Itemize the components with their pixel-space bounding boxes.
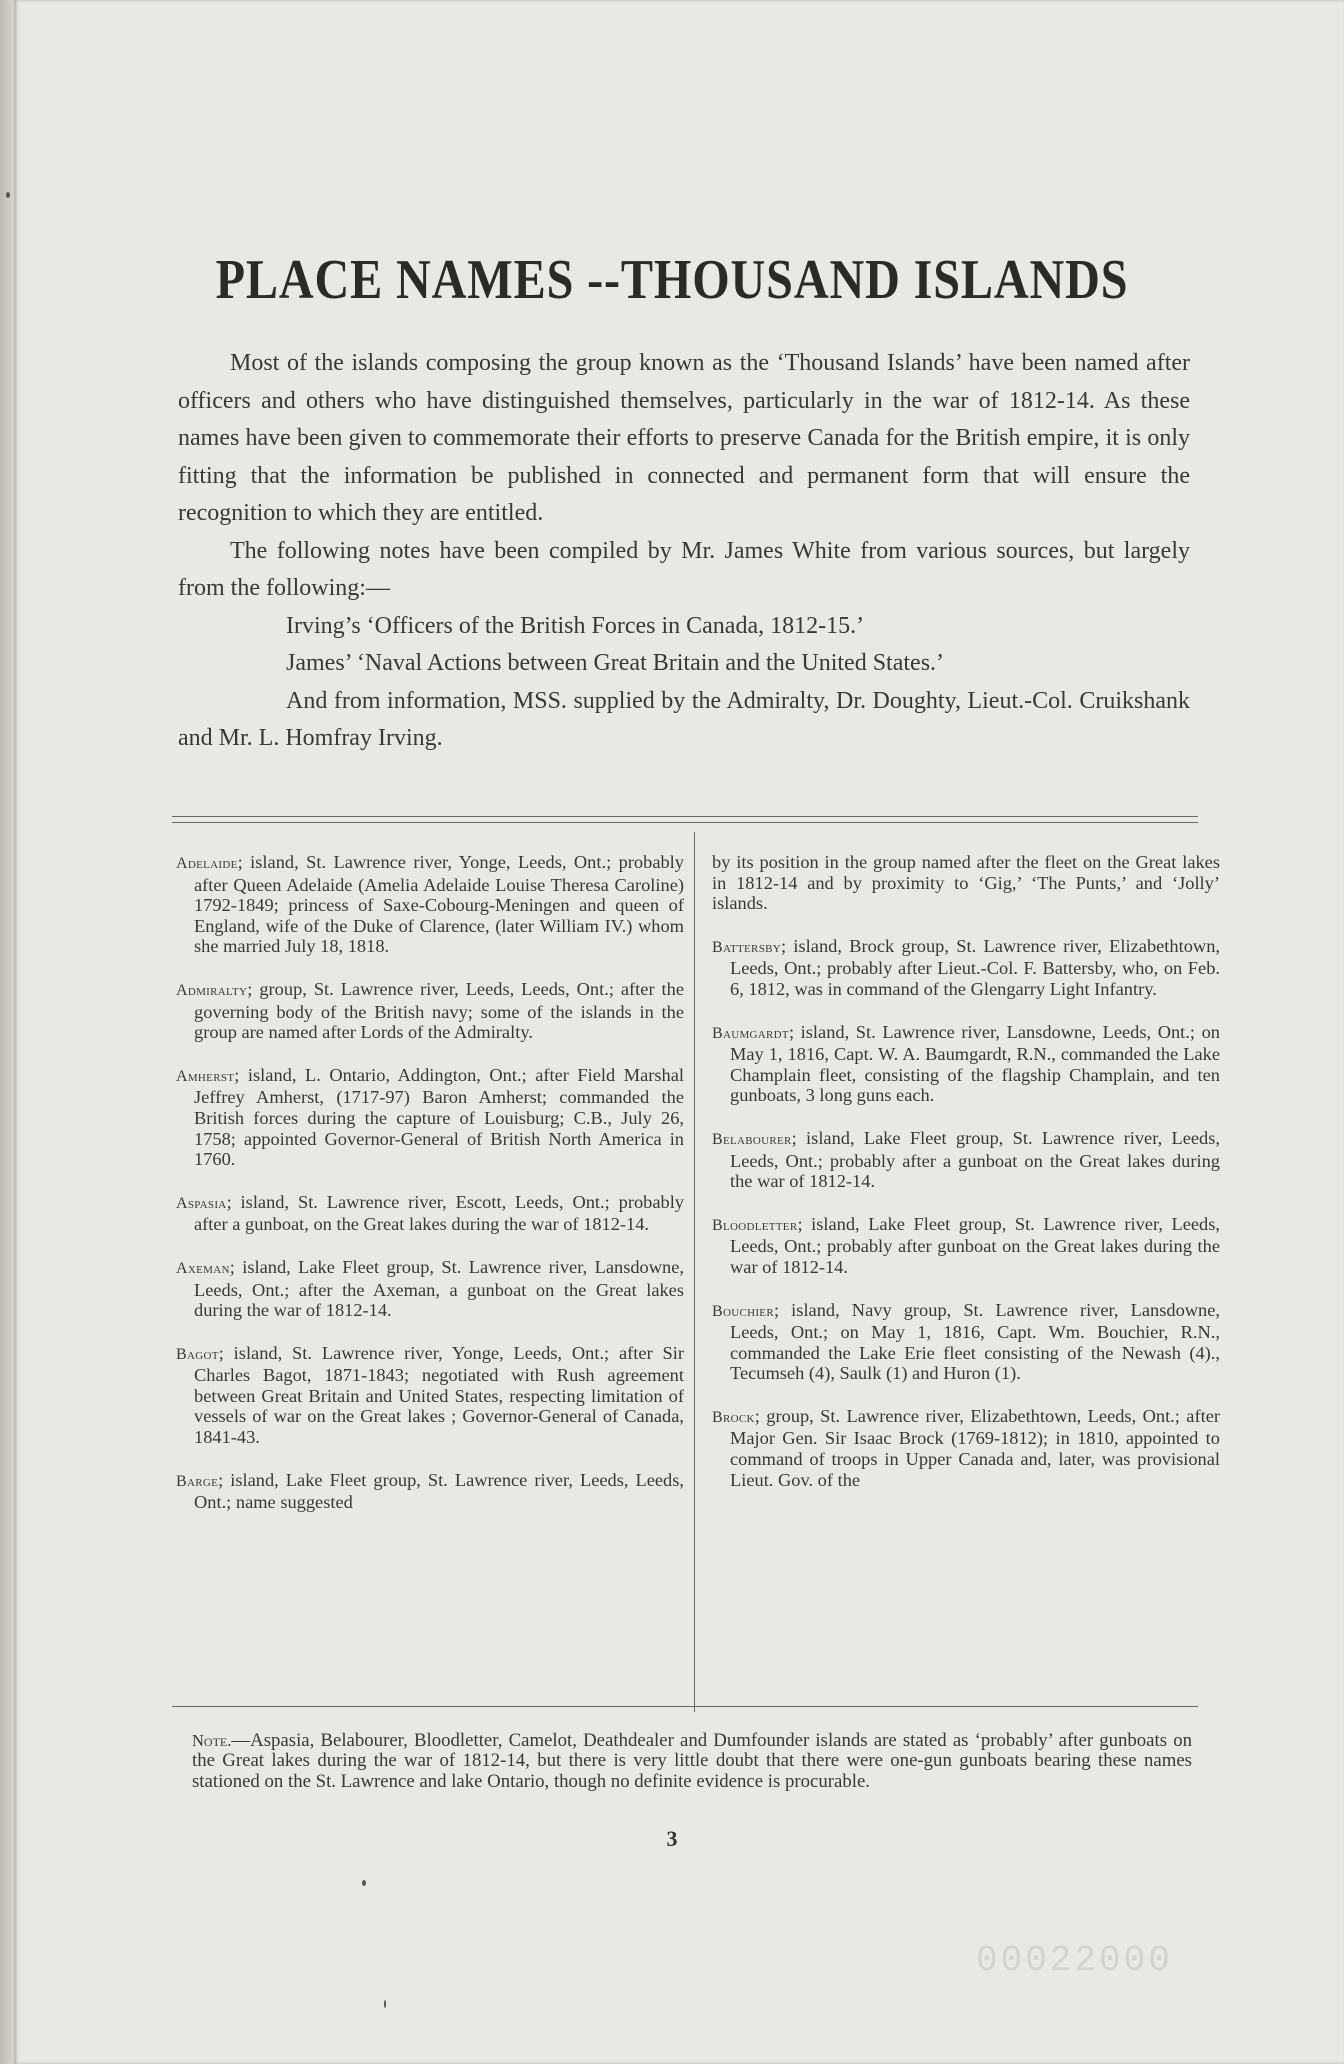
entry-aspasia bbox=[176, 1192, 684, 1235]
entry-headword: Axeman bbox=[176, 1259, 230, 1277]
entry-bloodletter bbox=[712, 1214, 1220, 1278]
entry-headword: Barge bbox=[176, 1472, 219, 1490]
entry-barge-continued bbox=[712, 852, 1220, 914]
archive-stamp: 00022000 bbox=[976, 1940, 1173, 1981]
intro-paragraph-3: And from information, MSS. supplied by the Admiralty, Dr. Doughty, Lieut.-Col. Cruikshank and Mr. L. Homfray Irving. bbox=[178, 687, 1190, 751]
entry-baumgardt bbox=[712, 1022, 1220, 1106]
entry-text: ; island, Brock group, St. Lawrence river, Elizabethtown, Leeds, Ont.; probably after Lieut.-Col. F. Battersby, who, on Feb. 6, 1812, was in command of the Glengarry Light Infantry. bbox=[730, 935, 1220, 999]
section-divider-top bbox=[172, 816, 1198, 817]
entry-headword: Baumgardt bbox=[712, 1024, 789, 1042]
print-speck bbox=[384, 2000, 386, 2008]
entry-text: ; island, Navy group, St. Lawrence river, Lansdowne, Leeds, Ont.; on May 1, 1816, Capt. Wm. Bouchier, R.N., commanded the Lake Erie fleet consisting of the Newash (4)., Tecumseh (4), Saulk (1) and Huron (1). bbox=[730, 1299, 1220, 1384]
page-number: 3 bbox=[666, 1826, 678, 1851]
entry-text: ; island, Lake Fleet group, St. Lawrence river, Leeds, Leeds, Ont.; probably after a gunboat on the Great lakes during the war of 1812-14. bbox=[730, 1127, 1220, 1192]
entry-adelaide bbox=[176, 852, 684, 957]
entry-battersby bbox=[712, 936, 1220, 1000]
entry-headword: Adelaide bbox=[176, 855, 238, 872]
entry-text: ; group, St. Lawrence river, Elizabethtown, Leeds, Ont.; after Major Gen. Sir Isaac Brock (1769-1812); in 1810, appointed to command of troops in Upper Canada and, later, was provisional Lieut. Gov. of the bbox=[730, 1405, 1220, 1490]
entry-belabourer bbox=[712, 1128, 1220, 1192]
left-column bbox=[176, 852, 684, 1535]
footnote-label: Note. bbox=[192, 1730, 232, 1750]
entry-headword: Amherst bbox=[176, 1067, 235, 1085]
entry-text: ; island, St. Lawrence river, Lansdowne, Leeds, Ont.; on May 1, 1816, Capt. W. A. Baumgardt, R.N., commanded the Lake Champlain fleet, consisting of the flagship Champlain, and ten gunboats, 3 long guns each. bbox=[730, 1021, 1220, 1106]
entry-headword: Bagot bbox=[176, 1345, 219, 1363]
entry-headword: Brock bbox=[712, 1408, 755, 1426]
print-speck bbox=[6, 192, 10, 198]
entry-text: by its position in the group named after the fleet on the Great lakes in 1812-14 and by proximity to ‘Gig,’ ‘The Punts,’ and ‘Jolly’ islands. bbox=[712, 852, 1220, 914]
column-divider bbox=[694, 832, 695, 1712]
entry-text: ; island, Lake Fleet group, St. Lawrence river, Lansdowne, Leeds, Ont.; after the Axeman, a gunboat on the Great lakes during the war of 1812-14. bbox=[194, 1256, 684, 1321]
section-divider-bottom bbox=[172, 1706, 1198, 1707]
entry-headword: Aspasia bbox=[176, 1194, 227, 1212]
footnote bbox=[192, 1731, 1192, 1793]
source-citation-1: Irving’s ‘Officers of the British Forces in Canada, 1812-15.’ bbox=[286, 612, 865, 639]
entry-text: ; island, St. Lawrence river, Yonge, Leeds, Ont.; probably after Queen Adelaide (Amelia Adelaide Louise Theresa Caroline) 1792-1849; princess of Saxe-Cobourg-Meningen and queen of England, wife of the Duke of Clarence, (later William IV.) whom she married July 18, 1818. bbox=[194, 852, 684, 957]
entry-headword: Bloodletter bbox=[712, 1216, 798, 1234]
footnote-text: —Aspasia, Belabourer, Bloodletter, Camelot, Deathdealer and Dumfounder islands are stated as ‘probably’ after gunboats on the Great lakes during the war of 1812-14, but there is very little doubt that there were one-gun gunboats bearing these names stationed on the St. Lawrence and lake Ontario, though no definite evidence is procurable. bbox=[192, 1729, 1192, 1792]
page-title: PLACE NAMES --THOUSAND ISLANDS bbox=[215, 249, 1129, 311]
print-speck bbox=[362, 1880, 366, 1886]
right-column bbox=[712, 852, 1220, 1512]
entry-text: ; island, St. Lawrence river, Escott, Leeds, Ont.; probably after a gunboat, on the Great lakes during the war of 1812-14. bbox=[194, 1191, 684, 1235]
entry-headword: Admiralty bbox=[176, 981, 248, 999]
entry-bouchier bbox=[712, 1300, 1220, 1384]
entry-headword: Belabourer bbox=[712, 1130, 792, 1148]
section-divider-top-double bbox=[172, 822, 1198, 823]
entry-text: ; island, Lake Fleet group, St. Lawrence river, Leeds, Leeds, Ont.; name suggested bbox=[194, 1469, 684, 1513]
entry-amherst bbox=[176, 1065, 684, 1170]
entry-brock bbox=[712, 1406, 1220, 1490]
introduction bbox=[178, 345, 1190, 758]
entry-barge bbox=[176, 1470, 684, 1513]
entry-bagot bbox=[176, 1343, 684, 1448]
page-binding-edge bbox=[0, 0, 14, 2064]
entry-text: ; group, St. Lawrence river, Leeds, Leeds, Ont.; after the governing body of the British navy; some of the islands in the group are named after Lords of the Admiralty. bbox=[194, 978, 684, 1043]
entry-headword: Bouchier bbox=[712, 1302, 774, 1320]
entry-text: ; island, L. Ontario, Addington, Ont.; after Field Marshal Jeffrey Amherst, (1717-97) Baron Amherst; commanded the British forces during the capture of Louisburg; C.B., July 26, 1758; appointed Governor-General of British North America in 1760. bbox=[194, 1064, 684, 1170]
entry-axeman bbox=[176, 1257, 684, 1321]
intro-paragraph-1: Most of the islands composing the group known as the ‘Thousand Islands’ have been named after officers and others who have distinguished themselves, particularly in the war of 1812-14. As these names have been given to commemorate their efforts to preserve Canada for the British empire, it is only fitting that the information be published in connected and permanent form that will ensure the recognition to which they are entitled. bbox=[178, 350, 1190, 526]
source-citation-2: James’ ‘Naval Actions between Great Britain and the United States.’ bbox=[286, 650, 945, 676]
entry-admiralty bbox=[176, 979, 684, 1043]
entry-text: ; island, Lake Fleet group, St. Lawrence river, Leeds, Leeds, Ont.; probably after gunboat on the Great lakes during the war of 1812-14. bbox=[730, 1213, 1220, 1277]
entry-headword: Battersby bbox=[712, 938, 781, 956]
intro-paragraph-2: The following notes have been compiled by Mr. James White from various sources, but largely from the following:— bbox=[178, 537, 1190, 601]
entry-text: ; island, St. Lawrence river, Yonge, Leeds, Ont.; after Sir Charles Bagot, 1871-1843; negotiated with Rush agreement between Great Britain and United States, respecting limitation of vessels of war on the Great lakes ; Governor-General of Canada, 1841-43. bbox=[194, 1342, 684, 1448]
